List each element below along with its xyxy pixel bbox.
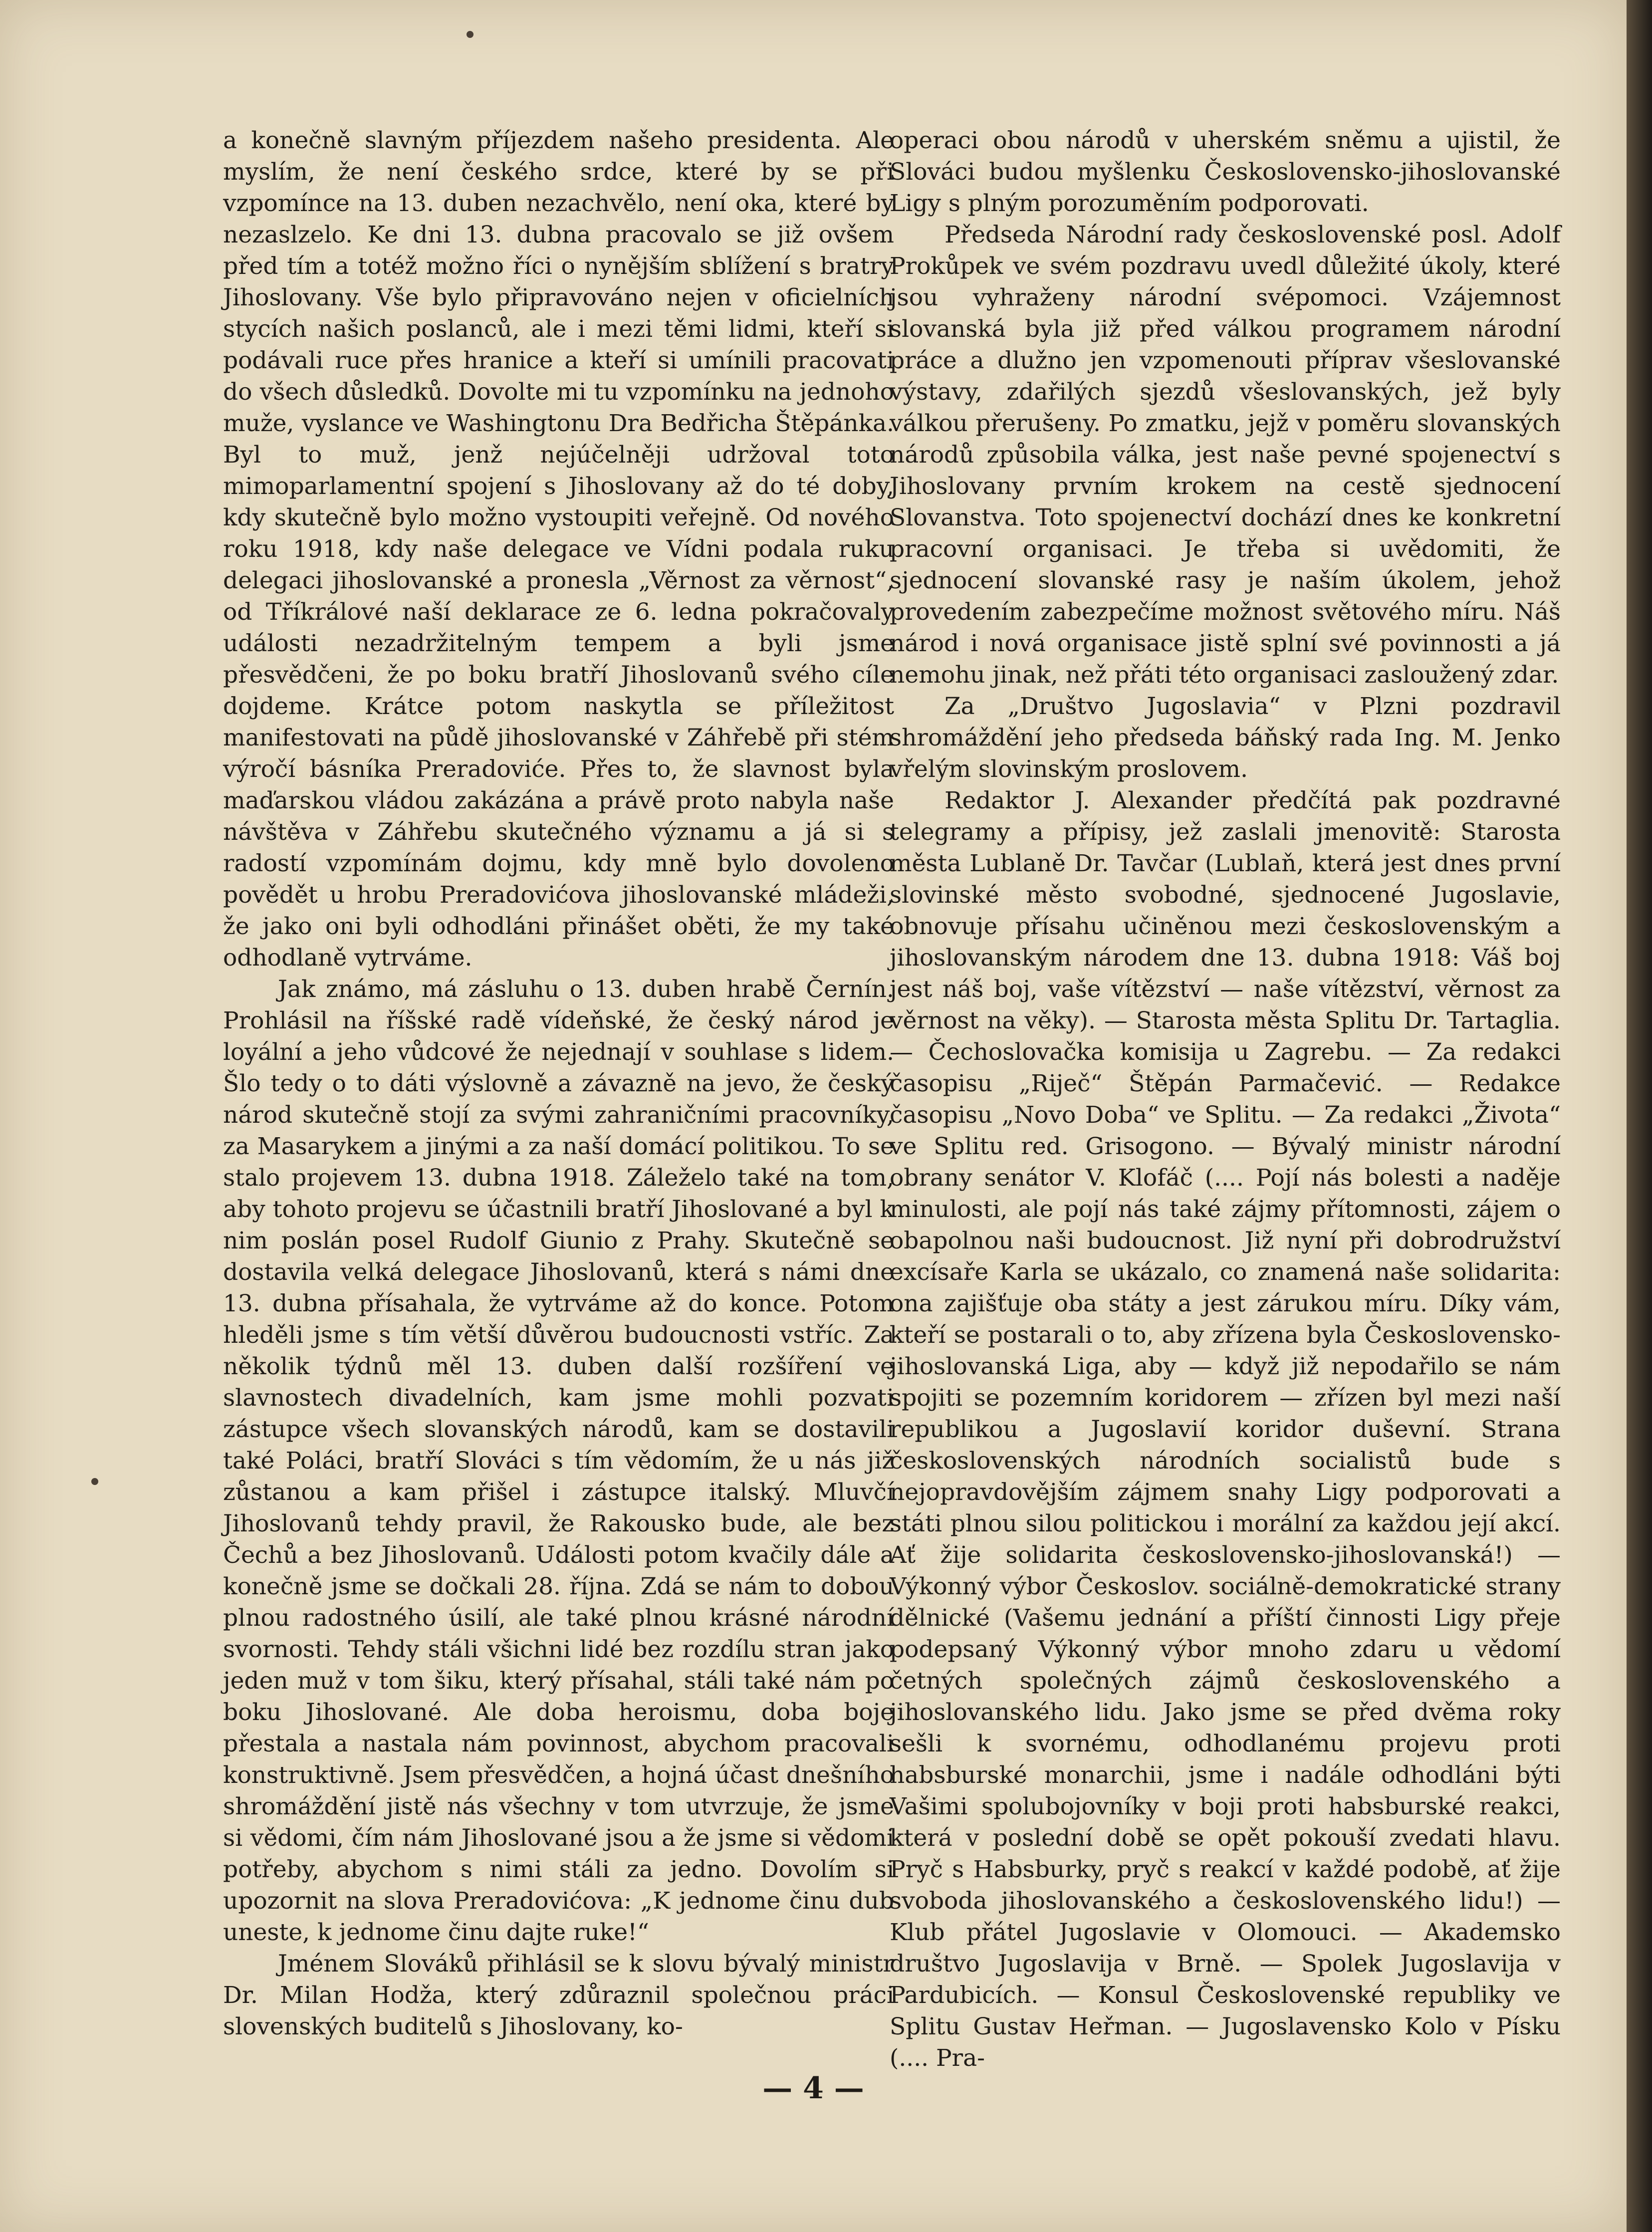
left-paragraph-1: a konečně slavným příjezdem našeho presidenta. Ale myslím, že není českého srdce, které by se při vzpomínce na 13. duben nezachvělo, není oka, které by nezaslzelo. Ke dni 13. dubna pracovalo se již ovšem před tím a totéž možno říci o nynějším sblížení s bratry Jihoslovany. Vše bylo připravováno nejen v oficielních stycích našich poslanců, ale i mezi těmi lidmi, kteří si podávali ruce přes hranice a kteří si umínili pracovati do všech důsledků. Dovolte mi tu vzpomínku na jednoho muže, vyslance ve Washingtonu Dra Bedřicha Štěpánka. Byl to muž, jenž nejúčelněji udržoval toto mimoparlamentní spojení s Jihoslovany až do té doby, kdy skutečně bylo možno vystoupiti veřejně. Od nového roku 1918, kdy naše delegace ve Vídni podala ruku delegaci jihoslovanské a pronesla „Věrnost za věrnost“, od Tříkrálové naší deklarace ze 6. ledna pokračovaly události nezadržitelným tempem a byli jsme přesvědčeni, že po boku bratří Jihoslovanů svého cíle dojdeme. Krátce potom naskytla se příležitost manifestovati na půdě jihoslovanské v Záhřebě při stém výročí básníka Preradoviće. Přes to, že slavnost byla maďarskou vládou zakázána a právě proto nabyla naše návštěva v Záhřebu skutečného významu a já si s radostí vzpomínám dojmu, kdy mně bylo dovoleno povědět u hrobu Preradovićova jihoslovanské mládeži, že jako oni byli odhodláni přinášet oběti, že my také odhodlaně vytrváme. bbox=[223, 127, 894, 972]
left-column bbox=[223, 125, 894, 2042]
page-number bbox=[0, 2071, 1627, 2106]
ink-speck bbox=[91, 1478, 98, 1485]
right-paragraph-2: Předseda Národní rady československé posl. Adolf Prokůpek ve svém pozdravu uvedl důležité úkoly, které jsou vyhraženy národní svépomoci. Vzájemnost slovanská byla již před válkou programem národní práce a dlužno jen vzpomenouti příprav všeslovanské výstavy, zdařilých sjezdů všeslovanských, jež byly válkou přerušeny. Po zmatku, jejž v poměru slovanských národů způsobila válka, jest naše pevné spojenectví s Jihoslovany prvním krokem na cestě sjednocení Slovanstva. Toto spojenectví dochází dnes ke konkretní pracovní organisaci. Je třeba si uvědomiti, že sjednocení slovanské rasy je naším úkolem, jehož provedením zabezpečíme možnost světového míru. Náš národ i nová organisace jistě splní své povinnosti a já nemohu jinak, než přáti této organisaci zasloužený zdar. bbox=[890, 221, 1561, 689]
left-paragraph-3: Jménem Slováků přihlásil se k slovu bývalý ministr Dr. Milan Hodža, který zdůraznil společnou práci slovenských buditelů s Jihoslovany, ko- bbox=[223, 1950, 894, 2040]
right-paragraph-1: operaci obou národů v uherském sněmu a ujistil, že Slováci budou myšlenku Československo-jihoslovanské Ligy s plným porozuměním podporovati. bbox=[890, 127, 1561, 217]
page-number-value: — 4 — bbox=[762, 2071, 864, 2106]
right-column bbox=[890, 125, 1561, 2074]
ink-speck bbox=[467, 31, 473, 38]
right-paragraph-3: Za „Društvo Jugoslavia“ v Plzni pozdravil shromáždění jeho předseda báňský rada Ing. M. Jenko vřelým slovinským proslovem. bbox=[890, 693, 1561, 783]
left-paragraph-2: Jak známo, má zásluhu o 13. duben hrabě Černín. Prohlásil na říšské radě vídeňské, že český národ je loyální a jeho vůdcové že nejednají v souhlase s lidem. Šlo tedy o to dáti výslovně a závazně na jevo, že český národ skutečně stojí za svými zahraničními pracovníky, za Masarykem a jinými a za naší domácí politikou. To se stalo projevem 13. dubna 1918. Záleželo také na tom, aby tohoto projevu se účastnili bratří Jihoslované a byl k nim poslán posel Rudolf Giunio z Prahy. Skutečně se dostavila velká delegace Jihoslovanů, která s námi dne 13. dubna přísahala, že vytrváme až do konce. Potom hleděli jsme s tím větší důvěrou budoucnosti vstříc. Za několik týdnů měl 13. duben další rozšíření ve slavnostech divadelních, kam jsme mohli pozvati zástupce všech slovanských národů, kam se dostavili také Poláci, bratří Slováci s tím vědomím, že u nás již zůstanou a kam přišel i zástupce italský. Mluvčí Jihoslovanů tehdy pravil, že Rakousko bude, ale bez Čechů a bez Jihoslovanů. Události potom kvačily dále a konečně jsme se dočkali 28. října. Zdá se nám to dobou plnou radostného úsilí, ale také plnou krásné národní svornosti. Tehdy stáli všichni lidé bez rozdílu stran jako jeden muž v tom šiku, který přísahal, stáli také nám po boku Jihoslované. Ale doba heroismu, doba boje přestala a nastala nám povinnost, abychom pracovali konstruktivně. Jsem přesvědčen, a hojná účast dnešního shromáždění jistě nás všechny v tom utvrzuje, že jsme si vědomi, čím nám Jihoslované jsou a že jsme si vědomi potřeby, abychom s nimi stáli za jedno. Dovolím si upozornit na slova Preradovićova: „K jednome činu dub uneste, k jednome činu dajte ruke!“ bbox=[223, 976, 894, 1946]
right-paragraph-4: Redaktor J. Alexander předčítá pak pozdravné telegramy a přípisy, jež zaslali jmenovitě: Starosta města Lublaně Dr. Tavčar (Lublaň, která jest dnes první slovinské město svobodné, sjednocené Jugoslavie, obnovuje přísahu učiněnou mezi československým a jihoslovanským národem dne 13. dubna 1918: Váš boj jest náš boj, vaše vítězství — naše vítězství, věrnost za věrnost na věky). — Starosta města Splitu Dr. Tartaglia. — Čechoslovačka komisija u Zagrebu. — Za redakci časopisu „Riječ“ Štěpán Parmačević. — Redakce časopisu „Novo Doba“ ve Splitu. — Za redakci „Života“ ve Splitu red. Grisogono. — Bývalý ministr národní obrany senátor V. Klofáč (.... Pojí nás bolesti a naděje minulosti, ale pojí nás také zájmy přítomnosti, zájem o obapolnou naši budoucnost. Již nyní při dobrodružství excísaře Karla se ukázalo, co znamená naše solidarita: ona zajišťuje oba státy a jest zárukou míru. Díky vám, kteří se postarali o to, aby zřízena byla Československo-jihoslovanská Liga, aby — když již nepodařilo se nám spojiti se pozemním koridorem — zřízen byl mezi naší republikou a Jugoslavií koridor duševní. Strana československých národních socialistů bude s nejopravdovějším zájmem snahy Ligy podporovati a státi plnou silou politickou i morální za každou její akcí. Ať žije solidarita československo-jihoslovanská!) — Výkonný výbor Českoslov. sociálně-demokratické strany dělnické (Vašemu jednání a příští činnosti Ligy přeje podepsaný Výkonný výbor mnoho zdaru u vědomí četných společných zájmů československého a jihoslovanského lidu. Jako jsme se před dvěma roky sešli k svornému, odhodlanému projevu proti habsburské monarchii, jsme i nadále odhodláni býti Vašimi spolubojovníky v boji proti habsburské reakci, která v poslední době se opět pokouší zvedati hlavu. Pryč s Habsburky, pryč s reakcí v každé podobě, ať žije svoboda jihoslovanského a československého lidu!) — Klub přátel Jugoslavie v Olomouci. — Akademsko društvo Jugoslavija v Brně. — Spolek Jugoslavija v Pardubicích. — Konsul Československé republiky ve Splitu Gustav Heřman. — Jugoslavensko Kolo v Písku (.... Pra- bbox=[890, 787, 1561, 2072]
page-edge-shadow bbox=[1627, 0, 1652, 2232]
